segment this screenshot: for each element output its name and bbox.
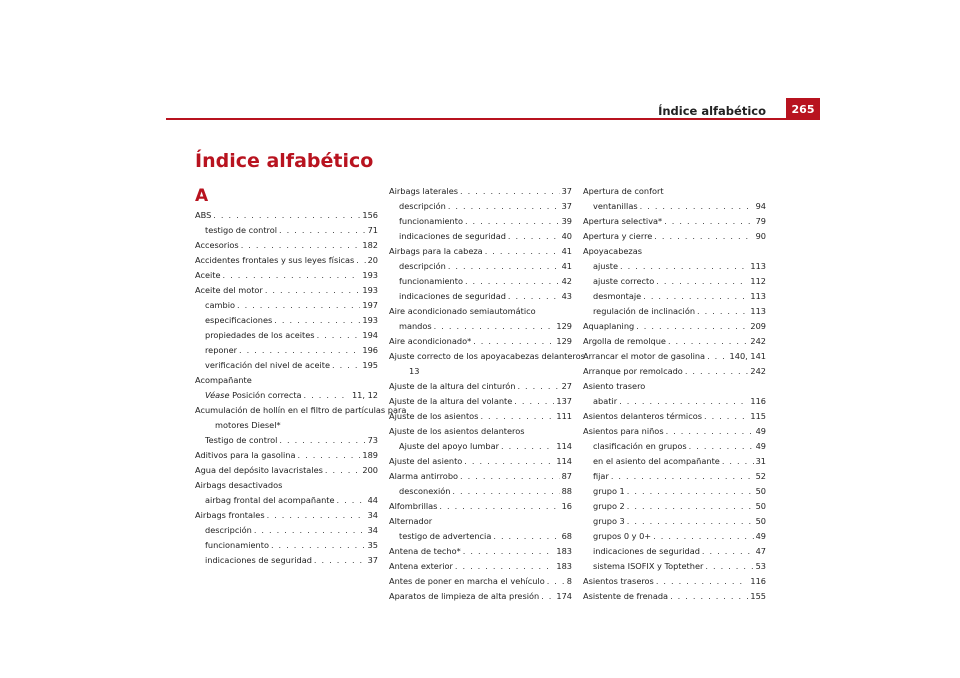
index-term-see: Véase [205,390,230,400]
index-page-ref: 68 [561,531,572,541]
index-heading: Apoyacabezas [583,246,643,256]
dot-leader [297,448,360,463]
dot-leader [455,559,555,574]
index-page-ref: 41 [561,246,572,256]
dot-leader [265,283,361,298]
section-letter: A [195,186,209,206]
running-header-title: Índice alfabético [658,104,766,118]
dot-leader [620,259,748,274]
index-entry [583,214,766,229]
index-page-ref: 137 [556,396,572,406]
dot-leader [337,493,366,508]
dot-leader [267,508,366,523]
index-page-ref: 43 [561,291,572,301]
index-page-ref: 111 [556,411,572,421]
index-page-ref: 47 [755,546,766,556]
index-subentry [389,289,572,304]
index-term: grupos 0 y 0+ [593,531,652,541]
index-term: grupo 3 [593,516,625,526]
index-term: fijar [593,471,609,481]
index-entry [389,244,572,259]
index-term [205,388,302,403]
index-heading: 13 [409,366,420,376]
dot-leader [279,223,366,238]
index-entry [195,448,378,463]
index-page-ref: 115 [750,411,766,421]
index-page-ref: 37 [561,201,572,211]
dot-leader [485,244,560,259]
index-page-ref: 193 [362,285,378,295]
index-entry [583,364,766,379]
index-page-ref: 193 [362,270,378,280]
index-term: mandos [399,321,432,331]
dot-leader [356,253,365,268]
index-term: Aire acondicionado* [389,336,472,346]
index-heading: Acompañante [195,375,252,385]
index-page-ref: 155 [750,591,766,601]
index-term: Antena exterior [389,561,453,571]
index-entry [389,469,572,484]
index-page-ref: 189 [362,450,378,460]
dot-leader [636,319,748,334]
index-subentry [389,199,572,214]
index-page-ref: 174 [556,591,572,601]
index-entry [583,574,766,589]
index-term: Argolla de remolque [583,336,666,346]
index-term: Apertura selectiva* [583,216,663,226]
index-term: Aparatos de limpieza de alta presión [389,591,540,601]
index-term: propiedades de los aceites [205,330,315,340]
index-page-ref: 16 [561,501,572,511]
dot-leader [279,433,365,448]
index-term: abatir [593,396,618,406]
index-page-ref: 8 [566,576,572,586]
index-entry [389,559,572,574]
index-subentry [195,298,378,313]
index-page-ref: 41 [561,261,572,271]
index-subentry [583,514,766,529]
dot-leader [627,514,754,529]
dot-leader [501,439,554,454]
index-term: Accidentes frontales y sus leyes físicas [195,255,355,265]
index-entry [389,409,572,424]
index-subentry [389,484,572,499]
index-entry [583,589,766,604]
index-subentry [195,538,378,553]
index-term: Ajuste correcto de los apoyacabezas delanteros [389,351,585,361]
index-page-ref: 37 [561,186,572,196]
index-subentry [583,274,766,289]
index-term: funcionamiento [205,540,269,550]
index-page-ref: 200 [362,465,378,475]
dot-leader [707,349,727,364]
index-term: desmontaje [593,291,642,301]
index-page-ref: 129 [556,336,572,346]
dot-leader [664,214,753,229]
index-term: indicaciones de seguridad [593,546,700,556]
index-entry [195,238,378,253]
dot-leader [722,454,754,469]
index-page-ref: 196 [362,345,378,355]
dot-leader [653,529,753,544]
dot-leader [702,544,754,559]
dot-leader [271,538,366,553]
dot-leader [464,454,554,469]
index-term: Aceite [195,270,221,280]
index-page-ref: 50 [755,486,766,496]
index-subentry [389,529,572,544]
index-heading: Acumulación de hollín en el filtro de partículas para [195,405,407,415]
index-subentry [389,439,572,454]
index-term: indicaciones de seguridad [399,231,506,241]
dot-leader [685,364,749,379]
index-term: Arrancar el motor de gasolina [583,351,706,361]
index-term: grupo 2 [593,501,625,511]
index-term: funcionamiento [399,216,463,226]
index-term: Agua del depósito lavacristales [195,465,323,475]
index-page-ref: 193 [362,315,378,325]
index-heading: Apertura de confort [583,186,664,196]
index-page-ref: 49 [755,441,766,451]
index-entry [389,379,572,394]
index-entry [583,349,766,364]
index-term-text: Posición correcta [229,390,302,400]
index-heading: Alternador [389,516,433,526]
index-term: verificación del nivel de aceite [205,360,331,370]
index-term: Antes de poner en marcha el vehículo [389,576,545,586]
index-subentry [583,259,766,274]
index-page-ref: 52 [755,471,766,481]
dot-leader [541,589,554,604]
index-page-ref: 20 [367,255,378,265]
index-subentry [195,493,378,508]
dot-leader [241,238,361,253]
dot-leader [697,304,748,319]
index-page-ref: 31 [755,456,766,466]
dot-leader [514,394,554,409]
dot-leader [439,499,559,514]
index-term: Testigo de control [205,435,278,445]
index-term: Antena de techo* [389,546,461,556]
index-term: sistema ISOFIX y Toptether [593,561,704,571]
index-page-ref: 42 [561,276,572,286]
dot-leader [643,289,748,304]
index-term: Arranque por remolcado [583,366,683,376]
index-heading: Asiento trasero [583,381,646,391]
index-entry [195,253,378,268]
index-heading: Airbags desactivados [195,480,283,490]
dot-leader [668,334,748,349]
dot-leader [460,184,560,199]
index-entry [583,409,766,424]
index-page-ref: 71 [367,225,378,235]
index-entry [583,319,766,334]
dot-leader [465,214,560,229]
index-entry [389,499,572,514]
dot-leader [666,424,754,439]
index-term: especificaciones [205,315,273,325]
dot-leader [640,199,754,214]
dot-leader [254,523,366,538]
index-term: desconexión [399,486,451,496]
index-term: ventanillas [593,201,638,211]
index-page-ref: 209 [750,321,766,331]
index-page-ref: 73 [367,435,378,445]
index-term: Asientos traseros [583,576,654,586]
index-page-ref: 114 [556,456,572,466]
index-page-ref: 112 [750,276,766,286]
index-page-ref: 194 [362,330,378,340]
index-page-ref: 90 [755,231,766,241]
index-entry [389,349,585,364]
dot-leader [670,589,748,604]
dot-leader [304,388,350,403]
index-subentry [583,499,766,514]
header-rule [166,118,820,120]
dot-leader [237,298,360,313]
index-column-1 [195,184,407,568]
dot-leader [619,394,748,409]
index-subentry [583,394,766,409]
index-subentry [583,529,766,544]
index-subentry [195,433,378,448]
index-page-ref: 40 [561,231,572,241]
dot-leader [473,334,554,349]
index-page-ref: 116 [750,576,766,586]
index-term: Ajuste de la altura del cinturón [389,381,516,391]
index-term: indicaciones de seguridad [399,291,506,301]
index-subentry [195,388,378,403]
dot-leader [332,358,360,373]
index-page-ref: 49 [755,426,766,436]
index-page-ref: 129 [556,321,572,331]
index-term: testigo de advertencia [399,531,492,541]
index-subentry [195,553,378,568]
index-subentry [583,469,766,484]
index-subentry [195,523,378,538]
index-term: regulación de inclinación [593,306,696,316]
index-page-ref: 11, 12 [351,390,378,400]
index-term: Aceite del motor [195,285,263,295]
index-term: descripción [399,261,446,271]
index-subentry [583,454,766,469]
index-column-2 [389,184,585,604]
dot-leader [689,439,754,454]
dot-leader [517,379,559,394]
index-term: Accesorios [195,240,239,250]
index-subentry [583,199,766,214]
index-term: descripción [399,201,446,211]
dot-leader [465,274,560,289]
dot-leader [656,274,748,289]
dot-leader [463,544,555,559]
index-term: Airbags laterales [389,186,459,196]
index-term: Airbags para la cabeza [389,246,483,256]
index-page-ref: 113 [750,291,766,301]
index-term: ajuste [593,261,618,271]
index-subentry [389,214,572,229]
index-page-ref: 88 [561,486,572,496]
index-term: grupo 1 [593,486,625,496]
index-subentry [389,274,572,289]
index-subentry [195,223,378,238]
index-term: airbag frontal del acompañante [205,495,335,505]
dot-leader [448,199,560,214]
dot-leader [213,208,360,223]
index-page-ref: 183 [556,561,572,571]
index-heading: motores Diesel* [215,420,281,430]
dot-leader [547,574,565,589]
index-page-ref: 87 [561,471,572,481]
index-page-ref: 34 [367,525,378,535]
index-entry [389,454,572,469]
page-title: Índice alfabético [195,150,374,172]
index-subentry [195,343,378,358]
index-subentry [583,439,766,454]
index-term: Asistente de frenada [583,591,669,601]
index-subentry [195,328,378,343]
index-entry [195,463,378,478]
dot-leader [452,484,559,499]
dot-leader [223,268,361,283]
index-term: Asientos para niños [583,426,664,436]
index-term: clasificación en grupos [593,441,687,451]
index-subentry [389,229,572,244]
index-heading: Ajuste de los asientos delanteros [389,426,525,436]
index-subentry [583,559,766,574]
index-entry [389,334,572,349]
dot-leader [705,559,753,574]
index-page-ref: 94 [755,201,766,211]
index-page-ref: 53 [755,561,766,571]
index-subentry [583,304,766,319]
index-term: Alfombrillas [389,501,438,511]
index-term: Ajuste del apoyo lumbar [399,441,499,451]
dot-leader [493,529,559,544]
dot-leader [704,409,748,424]
dot-leader [317,328,361,343]
dot-leader [480,409,554,424]
index-entry [583,334,766,349]
index-entry [583,424,766,439]
index-page-ref: 113 [750,306,766,316]
index-entry [195,283,378,298]
index-page-ref: 27 [561,381,572,391]
index-term: Airbags frontales [195,510,265,520]
index-page-ref: 49 [755,531,766,541]
dot-leader [627,484,754,499]
dot-leader [448,259,560,274]
index-term: Ajuste de los asientos [389,411,479,421]
index-page-ref: 140, 141 [729,351,766,361]
index-page-ref: 113 [750,261,766,271]
index-column-3 [583,184,766,604]
index-term: cambio [205,300,235,310]
index-term: en el asiento del acompañante [593,456,720,466]
dot-leader [611,469,754,484]
page-number-badge: 265 [786,98,820,120]
index-term: ABS [195,210,212,220]
index-page-ref: 156 [362,210,378,220]
dot-leader [508,289,560,304]
index-entry [389,574,572,589]
index-page-ref: 50 [755,516,766,526]
index-entry [389,544,572,559]
index-page-ref: 35 [367,540,378,550]
index-entry [195,208,378,223]
dot-leader [654,229,753,244]
dot-leader [274,313,360,328]
index-entry [389,184,572,199]
index-heading: Aire acondicionado semiautomático [389,306,536,316]
dot-leader [627,499,754,514]
index-page-ref: 242 [750,336,766,346]
index-page-ref: 44 [367,495,378,505]
index-subentry [195,313,378,328]
index-term: Ajuste de la altura del volante [389,396,513,406]
index-page-ref: 39 [561,216,572,226]
dot-leader [656,574,749,589]
index-page-ref: 242 [750,366,766,376]
index-term: Aditivos para la gasolina [195,450,296,460]
index-subentry [389,319,572,334]
dot-leader [434,319,555,334]
index-page-ref: 182 [362,240,378,250]
index-page-ref: 116 [750,396,766,406]
index-term: ajuste correcto [593,276,655,286]
index-term: Alarma antirrobo [389,471,459,481]
index-entry [195,508,378,523]
index-page-ref: 79 [755,216,766,226]
index-entry [195,268,378,283]
index-subentry [389,259,572,274]
index-entry [583,229,766,244]
dot-leader [325,463,360,478]
dot-leader [239,343,360,358]
dot-leader [314,553,366,568]
index-term: Ajuste del asiento [389,456,463,466]
index-term: Apertura y cierre [583,231,653,241]
index-term: Asientos delanteros térmicos [583,411,702,421]
index-subentry [583,484,766,499]
index-entry [389,394,572,409]
index-page-ref: 34 [367,510,378,520]
index-term: testigo de control [205,225,278,235]
index-term: Aquaplaning [583,321,635,331]
index-page-ref: 50 [755,501,766,511]
index-term: descripción [205,525,252,535]
index-subentry [195,358,378,373]
index-page-ref: 183 [556,546,572,556]
index-term: indicaciones de seguridad [205,555,312,565]
index-subentry [583,289,766,304]
index-page-ref: 37 [367,555,378,565]
index-page-ref: 197 [362,300,378,310]
index-page-ref: 195 [362,360,378,370]
index-entry [389,589,572,604]
index-term: funcionamiento [399,276,463,286]
dot-leader [460,469,560,484]
index-page-ref: 114 [556,441,572,451]
index-subentry [583,544,766,559]
dot-leader [508,229,560,244]
index-term: reponer [205,345,238,355]
